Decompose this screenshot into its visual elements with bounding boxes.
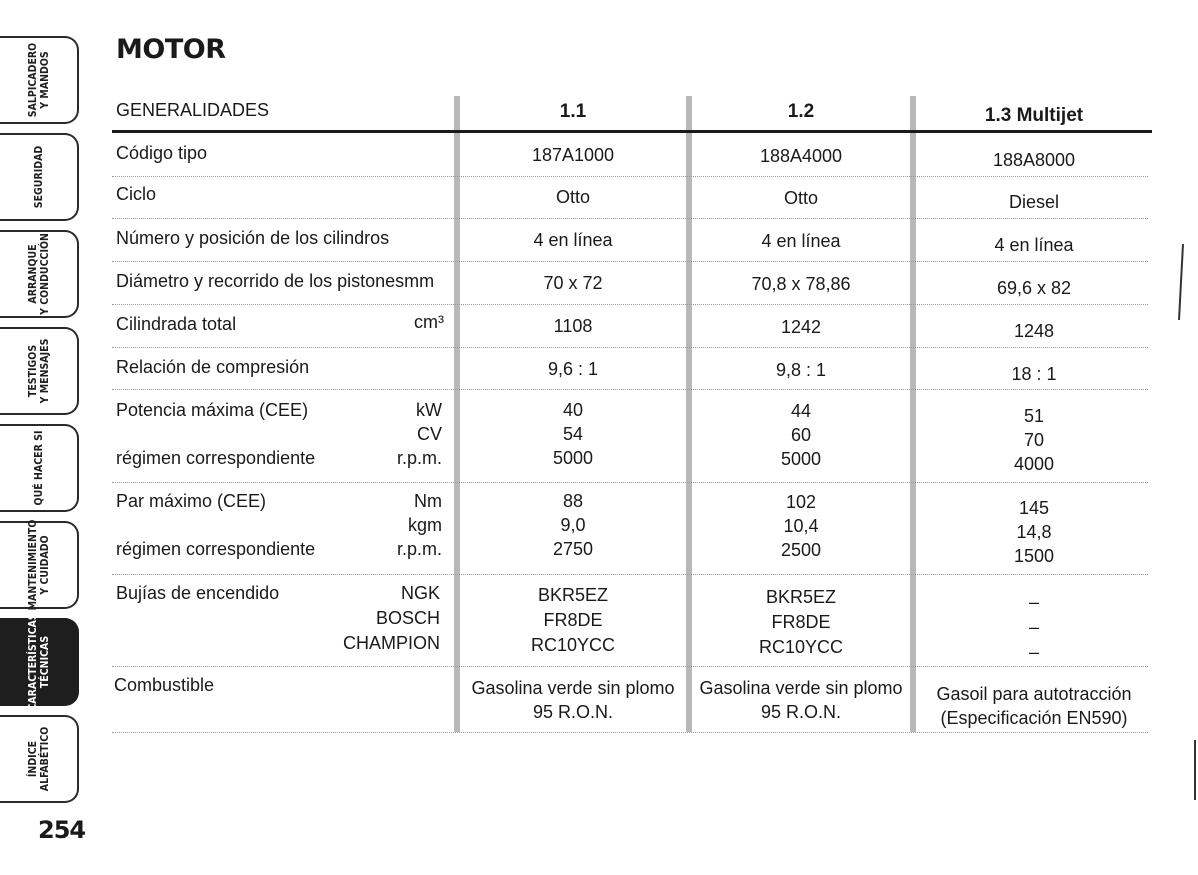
engine-spec-table: [112, 96, 1152, 736]
row-sublabel-potencia: régimen correspondiente: [116, 448, 316, 468]
row-label-cilindros: Número y posición de los cilindros: [116, 228, 390, 248]
row-separator: [112, 732, 1148, 733]
header-engine-2: 1.2: [787, 101, 815, 122]
tab-arranque[interactable]: [0, 230, 79, 318]
unit-potencia-kw: kW: [416, 400, 442, 420]
tab-label: TESTIGOS Y MENSAJES: [26, 338, 51, 404]
row-label-bujias: Bujías de encendido: [116, 583, 280, 603]
cell-cilindrada-1: 1108: [553, 316, 593, 336]
row-separator: [112, 666, 1148, 667]
cell-codigo-1: 187A1000: [531, 145, 615, 165]
unit-bujias-bosch: BOSCH: [375, 608, 440, 628]
tab-label: SALPICADERO Y MANDOS: [26, 42, 51, 118]
cell-par-2-kgm: 10,4: [783, 516, 819, 536]
cell-cilindros-1: 4 en línea: [533, 230, 613, 250]
tab-label: QUÉ HACER SI: [32, 430, 45, 506]
page-title: MOTOR: [116, 34, 226, 65]
cell-bujias-2-ngk: BKR5EZ: [765, 587, 837, 607]
cell-combustible-1-a: Gasolina verde sin plomo: [471, 678, 675, 698]
cell-diametro-1: 70 x 72: [543, 273, 603, 293]
cell-potencia-1-rpm: 5000: [552, 448, 594, 468]
row-separator: [112, 574, 1148, 575]
cell-ciclo-1: Otto: [555, 187, 590, 207]
cell-par-3-rpm: 1500: [1013, 546, 1055, 566]
cell-combustible-1-b: 95 R.O.N.: [532, 702, 614, 722]
cell-potencia-1-kw: 40: [562, 400, 584, 420]
row-label-combustible: Combustible: [114, 675, 215, 695]
cell-bujias-3-bosch: –: [1028, 617, 1039, 637]
cell-par-2-nm: 102: [785, 492, 817, 512]
tab-label: ÍNDICE ALFABÉTICO: [26, 726, 51, 792]
cell-ciclo-2: Otto: [783, 188, 818, 208]
cell-diametro-3: 69,6 x 82: [996, 278, 1072, 298]
row-label-compresion: Relación de compresión: [116, 357, 310, 377]
cell-bujias-2-bosch: FR8DE: [771, 612, 831, 632]
cell-bujias-2-champion: RC10YCC: [758, 637, 844, 657]
header-engine-1: 1.1: [559, 101, 587, 122]
tab-que-hacer-si[interactable]: [0, 424, 79, 512]
cell-par-3-kgm: 14,8: [1016, 522, 1052, 542]
cell-potencia-1-cv: 54: [562, 424, 584, 444]
cell-bujias-3-ngk: –: [1028, 592, 1039, 612]
unit-potencia-cv: CV: [416, 424, 442, 444]
cell-compresion-3: 18 : 1: [1011, 364, 1057, 384]
cell-bujias-1-bosch: FR8DE: [543, 610, 603, 630]
row-label-cilindrada: Cilindrada total: [116, 314, 237, 334]
row-separator: [112, 261, 1148, 262]
tab-label: MANTENIMIENTO Y CUIDADO: [26, 519, 51, 611]
tab-seguridad[interactable]: [0, 133, 79, 221]
tab-label: CARACTERÍSTICAS TÉCNICAS: [26, 613, 51, 711]
cell-par-3-nm: 145: [1018, 498, 1050, 518]
cell-compresion-2: 9,8 : 1: [775, 360, 827, 380]
row-label-par: Par máximo (CEE): [116, 491, 267, 511]
tab-salpicadero[interactable]: [0, 36, 79, 124]
margin-mark: [1178, 244, 1184, 320]
row-label-diametro: [116, 269, 434, 293]
row-separator: [112, 176, 1148, 177]
cell-cilindros-2: 4 en línea: [761, 231, 841, 251]
cell-combustible-3-a: Gasoil para autotracción: [936, 684, 1132, 704]
cell-potencia-2-kw: 44: [790, 401, 812, 421]
cell-potencia-3-rpm: 4000: [1013, 454, 1055, 474]
header-label: GENERALIDADES: [116, 100, 270, 120]
unit-par-kgm: kgm: [407, 515, 442, 535]
tab-caracteristicas-active[interactable]: [0, 613, 79, 711]
tab-testigos[interactable]: [0, 327, 79, 415]
cell-cilindros-3: 4 en línea: [994, 235, 1074, 255]
cell-combustible-3-b: (Especificación EN590): [940, 708, 1128, 728]
unit-potencia-rpm: r.p.m.: [396, 448, 442, 468]
row-separator: [112, 347, 1148, 348]
cell-potencia-3-cv: 70: [1023, 430, 1045, 450]
cell-combustible-2-b: 95 R.O.N.: [760, 702, 842, 722]
header-engine-3: 1.3 Multijet: [984, 105, 1084, 126]
cell-par-1-nm: 88: [562, 491, 584, 511]
diametro-unit: mm: [404, 271, 435, 291]
cell-potencia-2-rpm: 5000: [780, 449, 822, 469]
header-rule: [112, 130, 1152, 133]
cell-cilindrada-3: 1248: [1013, 321, 1055, 341]
cell-cilindrada-2: 1242: [780, 317, 822, 337]
diametro-label: Diámetro y recorrido de los pistones: [116, 271, 405, 291]
unit-cilindrada: cm³: [414, 312, 444, 332]
cell-bujias-1-ngk: BKR5EZ: [537, 585, 609, 605]
cell-combustible-2-a: Gasolina verde sin plomo: [699, 678, 903, 698]
row-label-potencia: Potencia máxima (CEE): [116, 400, 309, 420]
cell-ciclo-3: Diesel: [1008, 192, 1060, 212]
row-label-ciclo: Ciclo: [116, 184, 157, 204]
cell-codigo-2: 188A4000: [759, 146, 843, 166]
tab-indice[interactable]: [0, 715, 79, 803]
unit-par-rpm: r.p.m.: [396, 539, 442, 559]
row-label-codigo: Código tipo: [116, 143, 208, 163]
unit-bujias-champion: CHAMPION: [342, 633, 440, 653]
tab-label: SEGURIDAD: [32, 145, 45, 209]
row-separator: [112, 304, 1148, 305]
row-separator: [112, 389, 1148, 390]
cell-potencia-3-kw: 51: [1023, 406, 1045, 426]
cell-diametro-2: 70,8 x 78,86: [751, 274, 851, 294]
cell-bujias-1-champion: RC10YCC: [530, 635, 616, 655]
row-separator: [112, 218, 1148, 219]
cell-par-1-kgm: 9,0: [560, 515, 586, 535]
tab-label: ARRANQUE Y CONDUCCIÓN: [26, 233, 51, 315]
margin-mark: [1194, 740, 1196, 800]
row-sublabel-par: régimen correspondiente: [116, 539, 316, 559]
unit-bujias-ngk: NGK: [400, 583, 440, 603]
page-number: 254: [38, 816, 86, 844]
cell-codigo-3: 188A8000: [992, 150, 1076, 170]
unit-par-nm: Nm: [414, 491, 442, 511]
cell-par-2-rpm: 2500: [780, 540, 822, 560]
cell-compresion-1: 9,6 : 1: [547, 359, 599, 379]
cell-par-1-rpm: 2750: [552, 539, 594, 559]
cell-potencia-2-cv: 60: [790, 425, 812, 445]
cell-bujias-3-champion: –: [1028, 642, 1039, 662]
row-separator: [112, 482, 1148, 483]
tab-mantenimiento[interactable]: [0, 521, 79, 609]
